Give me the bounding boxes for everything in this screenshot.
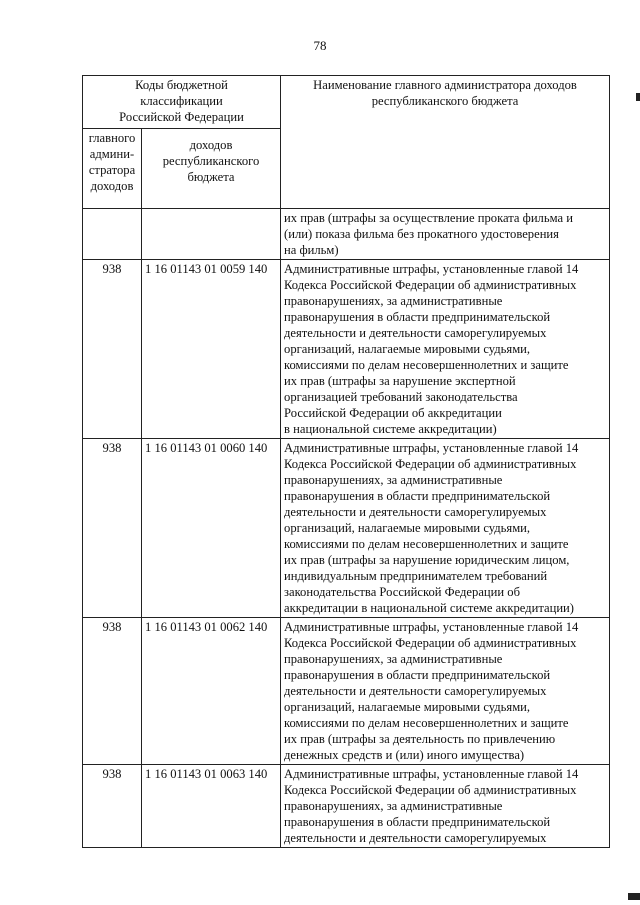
header-line: Российской Федерации [119,110,244,124]
description-line: Кодекса Российской Федерации об административных [284,783,577,797]
description-cell [281,618,610,765]
description-line: деятельности и деятельности саморегулируемых [284,505,547,519]
header-administrator-name [281,76,610,209]
income-code-cell: 1 16 01143 01 0060 140 [142,439,281,618]
description-line: правонарушения в области предпринимательской [284,489,551,503]
header-chief-administrator [83,129,142,209]
description-line: комиссиями по делам несовершеннолетних и защите [284,537,569,551]
description-line: их прав (штрафы за нарушение юридическим лицом, [284,553,570,567]
description-line: Административные штрафы, установленные главой 14 [284,767,579,781]
description-line: деятельности и деятельности саморегулируемых [284,684,547,698]
description-line: правонарушениях, за административные [284,473,503,487]
table-row [83,260,610,439]
description-line: правонарушения в области предпринимательской [284,815,551,829]
table-row [83,439,610,618]
header-line: главного [88,131,136,145]
description-cell [281,209,610,260]
header-budget-codes [83,76,281,129]
income-code-cell: 1 16 01143 01 0063 140 [142,765,281,848]
header-line: республиканского бюджета [371,94,519,108]
description-cell [281,260,610,439]
admin-code-cell: 938 [83,618,142,765]
admin-code-cell: 938 [83,439,142,618]
income-code-cell: 1 16 01143 01 0062 140 [142,618,281,765]
admin-code-cell [83,209,142,260]
description-line: правонарушениях, за административные [284,294,503,308]
admin-code-cell: 938 [83,260,142,439]
header-line: админи- [89,147,135,161]
description-line: их прав (штрафы за осуществление проката фильма и [284,211,573,225]
scan-edge-mark [628,893,640,900]
header-republican-income [142,129,281,209]
description-line: правонарушениях, за административные [284,799,503,813]
header-line: доходов [90,179,134,193]
description-line: законодательства Российской Федерации об [284,585,520,599]
description-line: на фильм) [284,243,339,257]
header-line: Наименование главного администратора доходов [313,78,577,92]
description-line: организаций, налагаемые мировыми судьями, [284,700,531,714]
header-line: республиканского [162,154,260,168]
description-line: в национальной системе аккредитации) [284,422,497,436]
table-row [83,765,610,848]
description-line: Административные штрафы, установленные главой 14 [284,441,579,455]
budget-classification-table [82,75,610,848]
description-line: организаций, налагаемые мировыми судьями, [284,521,531,535]
header-line: стратора [88,163,136,177]
header-line: бюджета [187,170,235,184]
page-number: 78 [313,38,327,53]
table-row [83,618,610,765]
description-line: деятельности и деятельности саморегулируемых [284,326,547,340]
description-line: комиссиями по делам несовершеннолетних и защите [284,358,569,372]
description-line: правонарушения в области предпринимательской [284,310,551,324]
description-line: организаций, налагаемые мировыми судьями, [284,342,531,356]
description-line: Кодекса Российской Федерации об административных [284,636,577,650]
header-row-top [83,76,610,129]
description-line: их прав (штрафы за нарушение экспертной [284,374,516,388]
header-line: классификации [140,94,223,108]
admin-code-cell: 938 [83,765,142,848]
description-cell [281,765,610,848]
description-line: Кодекса Российской Федерации об административных [284,457,577,471]
scan-edge-mark [636,93,640,101]
description-line: Административные штрафы, установленные главой 14 [284,620,579,634]
description-line: (или) показа фильма без прокатного удостоверения [284,227,559,241]
income-code-cell: 1 16 01143 01 0059 140 [142,260,281,439]
description-line: Кодекса Российской Федерации об административных [284,278,577,292]
description-line: индивидуальным предпринимателем требований [284,569,548,583]
description-line: аккредитации в национальной системе аккредитации) [284,601,574,615]
table-row [83,209,610,260]
description-line: их прав (штрафы за деятельность по привлечению [284,732,556,746]
description-line: правонарушениях, за административные [284,652,503,666]
description-line: Административные штрафы, установленные главой 14 [284,262,579,276]
description-line: правонарушения в области предпринимательской [284,668,551,682]
description-cell [281,439,610,618]
description-line: деятельности и деятельности саморегулируемых [284,831,547,845]
header-line: доходов [189,138,233,152]
description-line: денежных средств и (или) иного имущества) [284,748,525,762]
description-line: комиссиями по делам несовершеннолетних и защите [284,716,569,730]
header-line: Коды бюджетной [135,78,228,92]
description-line: Российской Федерации об аккредитации [284,406,502,420]
description-line: организацией требований законодательства [284,390,518,404]
income-code-cell [142,209,281,260]
